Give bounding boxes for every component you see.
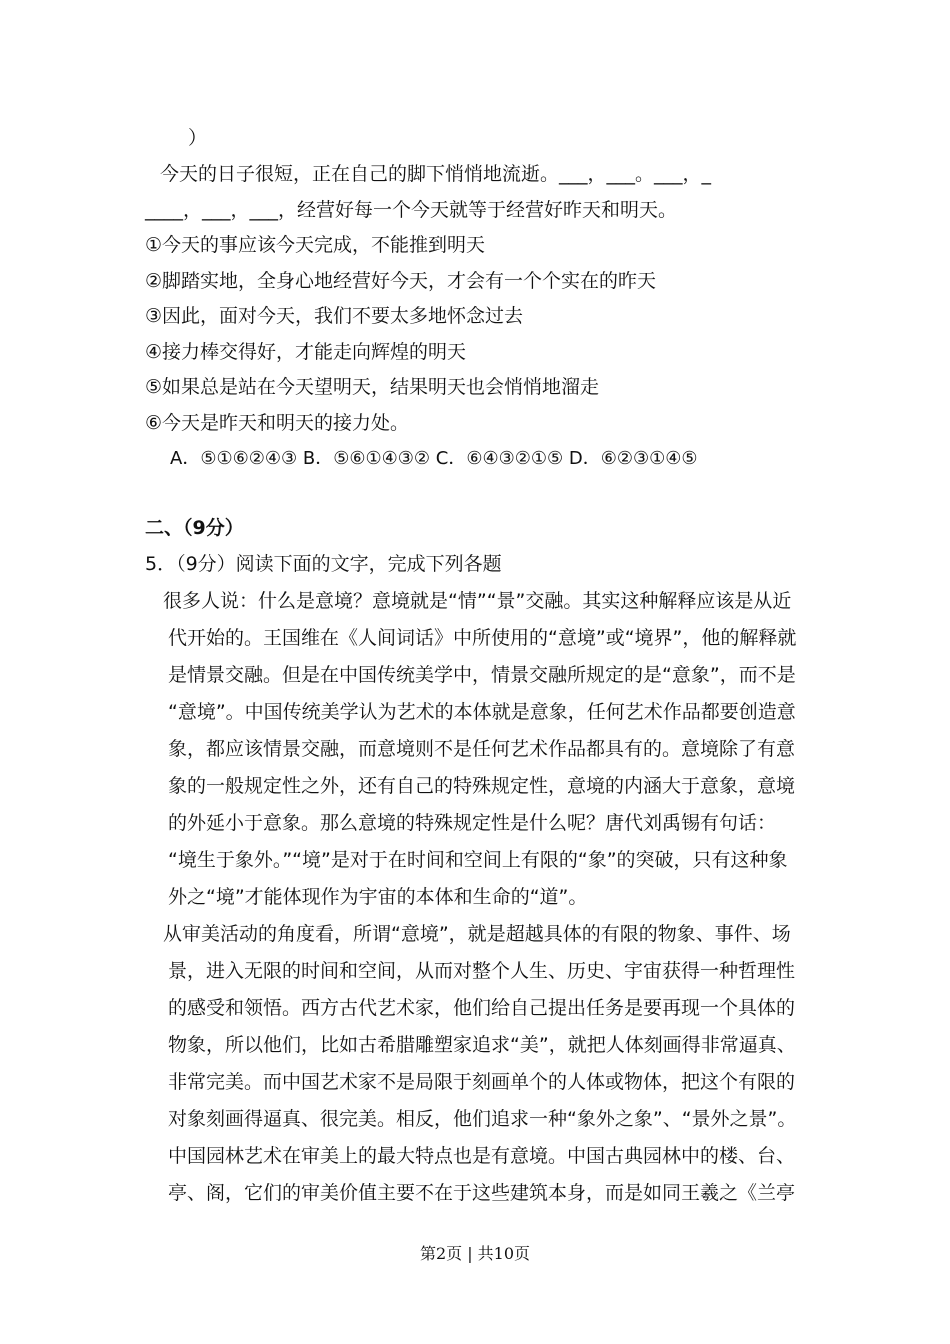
passage-line: 象，都应该情景交融，而意境则不是任何艺术作品都具有的。意境除了有意 <box>168 738 796 760</box>
choice-item-3: ③因此，面对今天，我们不要太多地怀念过去 <box>145 305 524 327</box>
passage-line: 物象，所以他们，比如古希腊雕塑家追求“美”，就把人体刻画得非常逼真、 <box>168 1034 796 1056</box>
choice-item-6: ⑥今天是昨天和明天的接力处。 <box>145 412 410 434</box>
choice-item-4: ④接力棒交得好，才能走向辉煌的明天 <box>145 341 467 363</box>
passage-line: 从审美活动的角度看，所谓“意境”，就是超越具体的有限的物象、事件、场 <box>163 923 791 945</box>
passage-line: 中国园林艺术在审美上的最大特点也是有意境。中国古典园林中的楼、台、 <box>168 1145 796 1167</box>
choice-item-2: ②脚踏实地，全身心地经营好今天，才会有一个个实在的昨天 <box>145 270 657 292</box>
passage-line: 象的一般规定性之外，还有自己的特殊规定性，意境的内涵大于意象，意境 <box>168 775 796 797</box>
question-5-title: 5．（9分）阅读下面的文字，完成下列各题 <box>145 553 502 575</box>
page-footer: 第2页 | 共10页 <box>419 1244 531 1263</box>
question-stem-line-1: 今天的日子很短，正在自己的脚下悄悄地流逝。___，___。___，_ <box>160 163 712 185</box>
passage-line: 的感受和领悟。西方古代艺术家，他们给自己提出任务是要再现一个具体的 <box>168 997 796 1019</box>
passage-line: 外之“境”才能体现作为宇宙的本体和生命的“道”。 <box>168 886 588 908</box>
passage-line: “意境”。中国传统美学认为艺术的本体就是意象，任何艺术作品都要创造意 <box>168 701 796 723</box>
passage-line: “境生于象外。”“境”是对于在时间和空间上有限的“象”的突破，只有这种象 <box>168 849 788 871</box>
passage-line: 的外延小于意象。那么意境的特殊规定性是什么呢？唐代刘禹锡有句话： <box>168 812 777 834</box>
question-stem-line-2: ____，___，___，经营好每一个今天就等于经营好昨天和明天。 <box>145 199 678 221</box>
passage-line: 代开始的。王国维在《人间词话》中所使用的“意境”或“境界”，他的解释就 <box>168 627 797 649</box>
passage-line: 对象刻画得逼真、很完美。相反，他们追求一种“象外之象”、“景外之景”。 <box>168 1108 797 1130</box>
passage-line: 非常完美。而中国艺术家不是局限于刻画单个的人体或物体，把这个有限的 <box>168 1071 796 1093</box>
choice-item-1: ①今天的事应该今天完成，不能推到明天 <box>145 234 486 256</box>
section-heading: 二、（9分） <box>145 517 244 539</box>
passage-line: 景，进入无限的时间和空间，从而对整个人生、历史、宇宙获得一种哲理性 <box>168 960 796 982</box>
choice-item-5: ⑤如果总是站在今天望明天，结果明天也会悄悄地溜走 <box>145 376 600 398</box>
passage-line: 很多人说：什么是意境？意境就是“情”“景”交融。其实这种解释应该是从近 <box>163 590 792 612</box>
question-paren-close: ） <box>188 127 208 149</box>
passage-line: 亭、阁，它们的审美价值主要不在于这些建筑本身，而是如同王羲之《兰亭 <box>168 1182 796 1204</box>
answer-options: A．⑤①⑥②④③ B．⑤⑥①④③② C．⑥④③②①⑤ D．⑥②③①④⑤ <box>170 448 698 469</box>
passage-line: 是情景交融。但是在中国传统美学中，情景交融所规定的是“意象”，而不是 <box>168 664 796 686</box>
